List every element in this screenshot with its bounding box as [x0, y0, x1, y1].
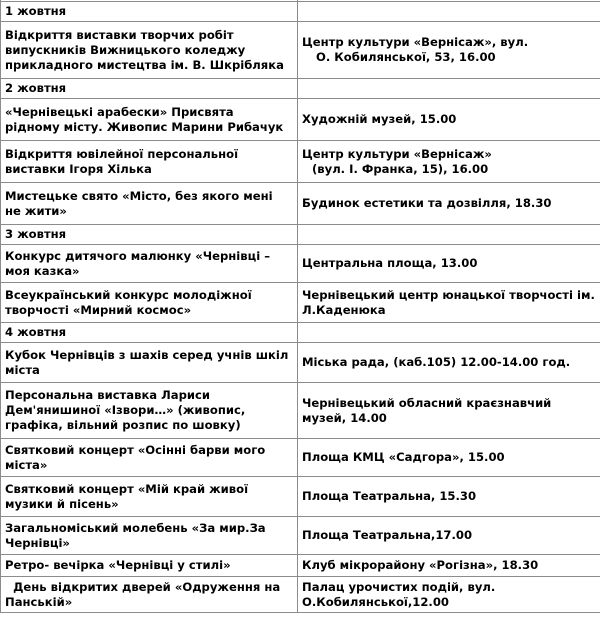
event-place-cell — [298, 555, 600, 577]
event-place-cell — [298, 22, 600, 79]
event-title-cell — [1, 99, 298, 141]
date-header-row — [1, 79, 600, 99]
event-row — [1, 99, 600, 141]
event-title-line: Панській» — [5, 594, 73, 609]
event-place-line: Площа Театральна,17.00 — [302, 528, 473, 542]
event-title-line: графіка, вільний розпис по шовку) — [5, 418, 241, 432]
event-place-line: Міська рада, (каб.105) 12.00-14.00 год. — [302, 355, 571, 369]
event-place-cell — [298, 383, 600, 439]
event-row — [1, 245, 600, 283]
event-row — [1, 477, 600, 517]
event-title-cell — [1, 183, 298, 225]
event-title-line: Дем'янишиної «Ізвори…» (живопис, — [5, 403, 246, 417]
event-row — [1, 22, 600, 79]
event-title-cell — [1, 555, 298, 577]
event-place-cell — [298, 245, 600, 283]
event-place-cell — [298, 183, 600, 225]
event-place-line: Чернівецький обласний краєзнавчий — [302, 395, 552, 410]
event-title-cell — [1, 477, 298, 517]
schedule-body — [1, 0, 600, 613]
event-place-cell — [298, 141, 600, 183]
event-place-cell — [298, 577, 600, 613]
event-title-line: «Чернівецькі арабески» Присвята — [5, 104, 234, 119]
event-row — [1, 555, 600, 577]
event-place-line: Будинок естетики та дозвілля, 18.30 — [302, 196, 552, 210]
event-place-cell — [298, 283, 600, 323]
event-place-line: Чернівецький центр юнацької творчості ім. — [302, 287, 595, 302]
event-title-cell — [1, 383, 298, 439]
event-title-line: виставки Ігоря Хілька — [5, 161, 152, 176]
event-title-line: Відкриття ювілейної персональної — [5, 146, 239, 161]
event-place-line: Л.Каденюка — [302, 302, 386, 317]
date-header-row — [1, 225, 600, 245]
event-title-line: Загальноміський молебень «За мир.За — [5, 520, 266, 535]
event-title-line: випускників Вижницького коледжу — [5, 42, 246, 57]
event-place-cell — [298, 343, 600, 383]
event-title-line: міста — [5, 362, 40, 377]
event-title-line: міста» — [5, 457, 48, 472]
event-title-line: музики й пісень» — [5, 496, 119, 511]
date-cell: 1 жовтня — [1, 2, 298, 22]
event-title-line: Конкурс дитячого малюнку «Чернівці – — [5, 248, 270, 263]
event-title-cell — [1, 141, 298, 183]
event-place-line: О. Кобилянської, 53, 16.00 — [316, 50, 496, 64]
event-place-line: музей, 14.00 — [302, 410, 387, 425]
event-title-cell — [1, 283, 298, 323]
event-title-line: моя казка» — [5, 263, 80, 278]
event-title-line: Персональна виставка Лариси — [5, 388, 211, 402]
event-row — [1, 517, 600, 555]
event-place-cell — [298, 517, 600, 555]
date-header-row — [1, 323, 600, 343]
event-place-line: Центральна площа, 13.00 — [302, 256, 478, 270]
date-header-row — [1, 2, 600, 22]
event-place-line: О.Кобилянської,12.00 — [302, 594, 449, 609]
event-title-line: Чернівці» — [5, 535, 70, 550]
event-title-cell — [1, 245, 298, 283]
event-place-line: Центр культури «Вернісаж», вул. — [302, 35, 529, 49]
event-row — [1, 283, 600, 323]
event-row — [1, 343, 600, 383]
event-place-line: Центр культури «Вернісаж» — [302, 146, 492, 161]
date-empty-cell — [298, 225, 600, 245]
event-row — [1, 577, 600, 613]
date-cell: 3 жовтня — [1, 225, 298, 245]
event-title-line: Святковий концерт «Осінні барви мого — [5, 442, 266, 457]
event-title-cell — [1, 439, 298, 477]
event-place-cell — [298, 477, 600, 517]
event-title-cell — [1, 517, 298, 555]
date-empty-cell — [298, 79, 600, 99]
event-place-cell — [298, 439, 600, 477]
event-title-line: День відкритих дверей «Одруження на — [5, 579, 281, 594]
event-title-line: Відкриття виставки творчих робіт — [5, 27, 234, 42]
event-row — [1, 141, 600, 183]
event-place-cell — [298, 99, 600, 141]
event-place-line: Площа КМЦ «Садгора», 15.00 — [302, 450, 505, 464]
event-title-cell — [1, 343, 298, 383]
date-cell: 4 жовтня — [1, 323, 298, 343]
event-title-line: Всеукраїнський конкурс молодіжної — [5, 287, 252, 302]
event-title-line: рідному місту. Живопис Марини Рибачук — [5, 119, 284, 134]
event-title-line: Ретро- вечірка «Чернівці у стилі» — [5, 558, 231, 572]
event-place-line: (вул. І. Франка, 15), 16.00 — [312, 161, 489, 176]
event-place-line: Площа Театральна, 15.30 — [302, 489, 477, 503]
date-cell: 2 жовтня — [1, 79, 298, 99]
event-title-line: не жити» — [5, 203, 67, 218]
event-title-cell — [1, 22, 298, 79]
event-title-line: творчості «Мирний космос» — [5, 302, 192, 317]
event-title-line: Мистецьке свято «Місто, без якого мені — [5, 188, 273, 203]
event-row — [1, 439, 600, 477]
event-title-cell — [1, 577, 298, 613]
date-empty-cell — [298, 323, 600, 343]
event-place-line: Художній музей, 15.00 — [302, 112, 457, 126]
event-title-line: Святковий концерт «Мій край живої — [5, 481, 249, 496]
event-place-line: Клуб мікрорайону «Рогізна», 18.30 — [302, 558, 539, 572]
event-place-line: Палац урочистих подій, вул. — [302, 579, 496, 594]
event-title-line: прикладного мистецтва ім. В. Шкрібляка — [5, 57, 284, 72]
event-title-line: Кубок Чернівців з шахів серед учнів шкіл — [5, 347, 289, 362]
event-row — [1, 183, 600, 225]
event-row — [1, 383, 600, 439]
date-empty-cell — [298, 2, 600, 22]
